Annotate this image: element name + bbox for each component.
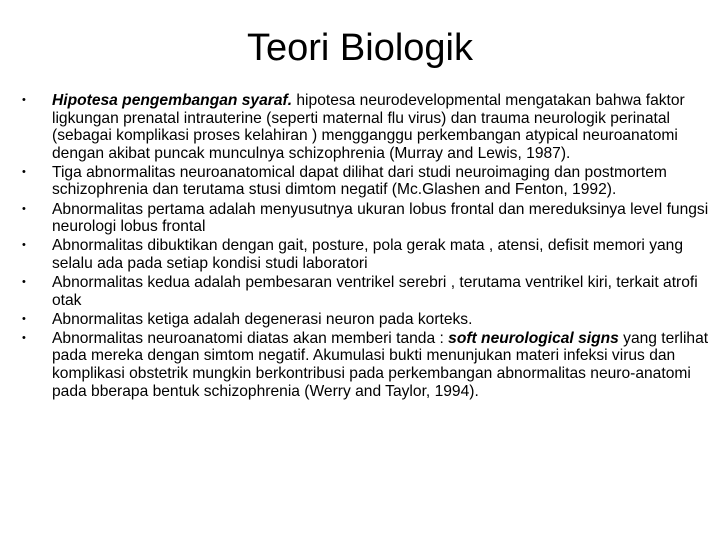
- bullet-text: Abnormalitas kedua adalah pembesaran ventrikel serebri , terutama ventrikel kiri, terkait atrofi otak: [52, 273, 698, 309]
- bullet-text: yang terlihat pada mereka dengan simtom negatif. Akumulasi bukti menunjukan materi infeksi virus dan komplikasi obstetrik mungkin berkontribusi pada perkembangan abnormalitas neuro-anatomi pada bberapa bentuk schizophrenia (Werry and Taylor, 1994).: [52, 329, 709, 400]
- bullet-text: Abnormalitas pertama adalah menyusutnya ukuran lobus frontal dan mereduksinya level fungsi neurologi lobus frontal: [52, 200, 709, 236]
- bullet-item: [22, 274, 710, 309]
- bullet-item: [22, 311, 710, 329]
- bullet-marker: •: [22, 239, 26, 252]
- bullet-item: [22, 237, 710, 272]
- bullet-marker: •: [22, 202, 26, 215]
- bullet-marker: •: [22, 312, 26, 325]
- bullet-marker: •: [22, 275, 26, 288]
- bullet-marker: •: [22, 94, 26, 106]
- bullet-text: Abnormalitas ketiga adalah degenerasi neuron pada korteks.: [52, 310, 473, 328]
- bullet-item: [22, 164, 710, 199]
- bullet-marker: •: [22, 165, 26, 178]
- bullet-text: Tiga abnormalitas neuroanatomical dapat dilihat dari studi neuroimaging dan postmortem schizophrenia dan terutama stusi dimtom negatif (Mc.Glashen and Fenton, 1992).: [52, 163, 667, 199]
- bullet-text: hipotesa neurodevelopmental mengatakan bahwa faktor ligkungan prenatal intrauterine (seperti maternal flu virus) dan trauma neurologik perinatal (sebagai komplikasi proses kelahiran ) mengganggu perkembangan atypical neuroanatomi dengan akibat puncak munculnya schizophrenia (Murray and Lewis, 1987).: [52, 92, 685, 162]
- bullet-item: [22, 201, 710, 236]
- bullet-text: Abnormalitas neuroanatomi diatas akan memberi tanda :: [52, 329, 449, 347]
- bullet-item: [22, 92, 710, 162]
- slide-title: Teori Biologik: [247, 27, 473, 69]
- bullet-item: [22, 330, 710, 400]
- bullet-list: [22, 92, 710, 402]
- bullet-emphasis: Hipotesa pengembangan syaraf.: [52, 92, 293, 109]
- bullet-marker: •: [22, 331, 26, 344]
- bullet-emphasis: soft neurological signs: [448, 329, 619, 347]
- bullet-text: Abnormalitas dibuktikan dengan gait, posture, pola gerak mata , atensi, defisit memori yang selalu ada pada setiap kondisi studi laboratori: [52, 237, 684, 272]
